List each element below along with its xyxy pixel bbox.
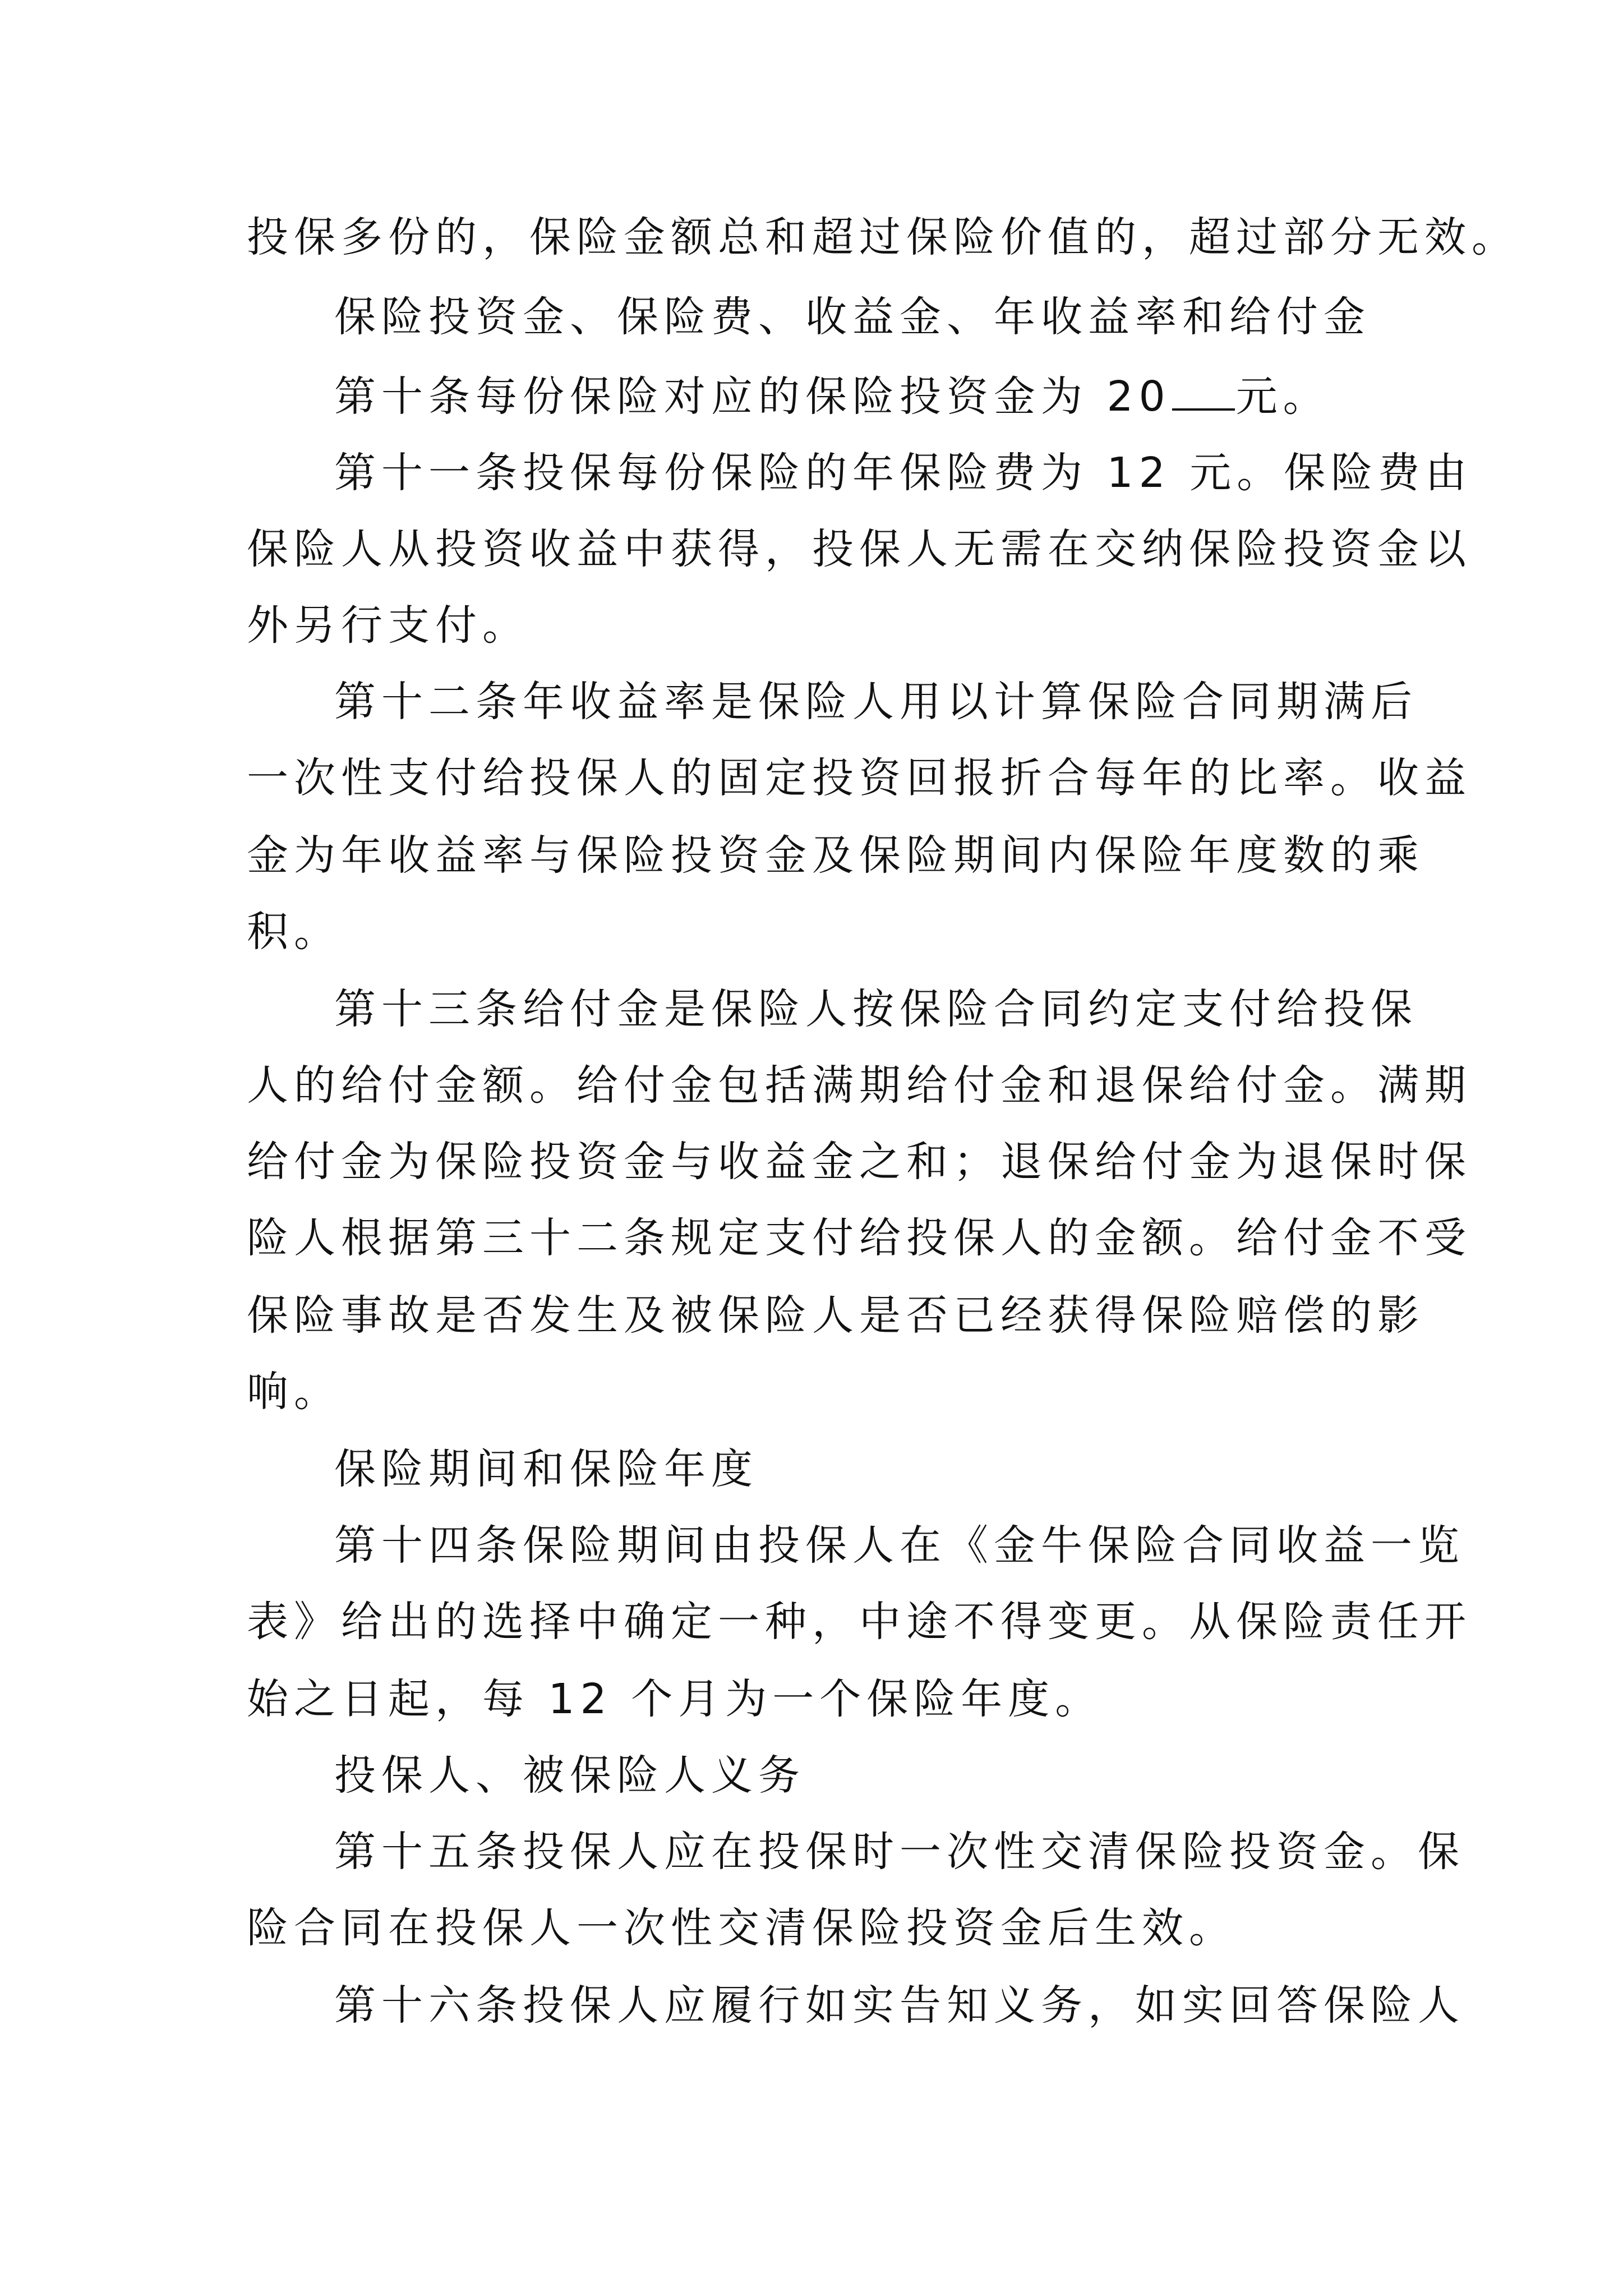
section-heading: 保险期间和保险年度 [334,1445,758,1493]
text-line: 投保多份的，保险金额总和超过保险价值的，超过部分无效。 [247,213,1519,261]
text-line: 第十六条投保人应履行如实告知义务，如实回答保险人 [334,1981,1465,2030]
text-line [334,372,1330,421]
text-line: 给付金为保险投资金与收益金之和；退保给付金为退保时保 [247,1138,1472,1186]
text-line: 第十一条投保每份保险的年保险费为 12 元。保险费由 [334,449,1473,497]
text-line: 积。 [247,908,341,956]
text-line: 一次性支付给投保人的固定投资回报折合每年的比率。收益 [247,754,1472,802]
fill-blank [1172,375,1235,411]
text-line: 外另行支付。 [247,601,529,650]
text-line: 始之日起，每 12 个月为一个保险年度。 [247,1675,1103,1723]
text-line: 响。 [247,1368,341,1416]
text-line: 险人根据第三十二条规定支付给投保人的金额。给付金不受 [247,1214,1472,1262]
text-line: 金为年收益率与保险投资金及保险期间内保险年度数的乘 [247,831,1424,880]
text-line: 第十二条年收益率是保险人用以计算保险合同期满后 [334,678,1418,726]
text-line: 人的给付金额。给付金包括满期给付金和退保给付金。满期 [247,1061,1472,1110]
text-line: 险合同在投保人一次性交清保险投资金后生效。 [247,1904,1236,1952]
text-line: 保险事故是否发生及被保险人是否已经获得保险赔偿的影 [247,1291,1424,1340]
text-line: 表》给出的选择中确定一种，中途不得变更。从保险责任开 [247,1598,1472,1646]
line-part: 元。 [1235,372,1330,421]
text-line: 第十三条给付金是保险人按保险合同约定支付给投保 [334,985,1418,1033]
section-heading: 保险投资金、保险费、收益金、年收益率和给付金 [334,293,1371,341]
text-line: 第十五条投保人应在投保时一次性交清保险投资金。保 [334,1828,1465,1876]
line-part: 第十条每份保险对应的保险投资金为 20 [334,372,1171,421]
section-heading: 投保人、被保险人义务 [334,1751,805,1800]
text-line: 第十四条保险期间由投保人在《金牛保险合同收益一览 [334,1521,1465,1570]
text-line: 保险人从投资收益中获得，投保人无需在交纳保险投资金以 [247,525,1472,573]
